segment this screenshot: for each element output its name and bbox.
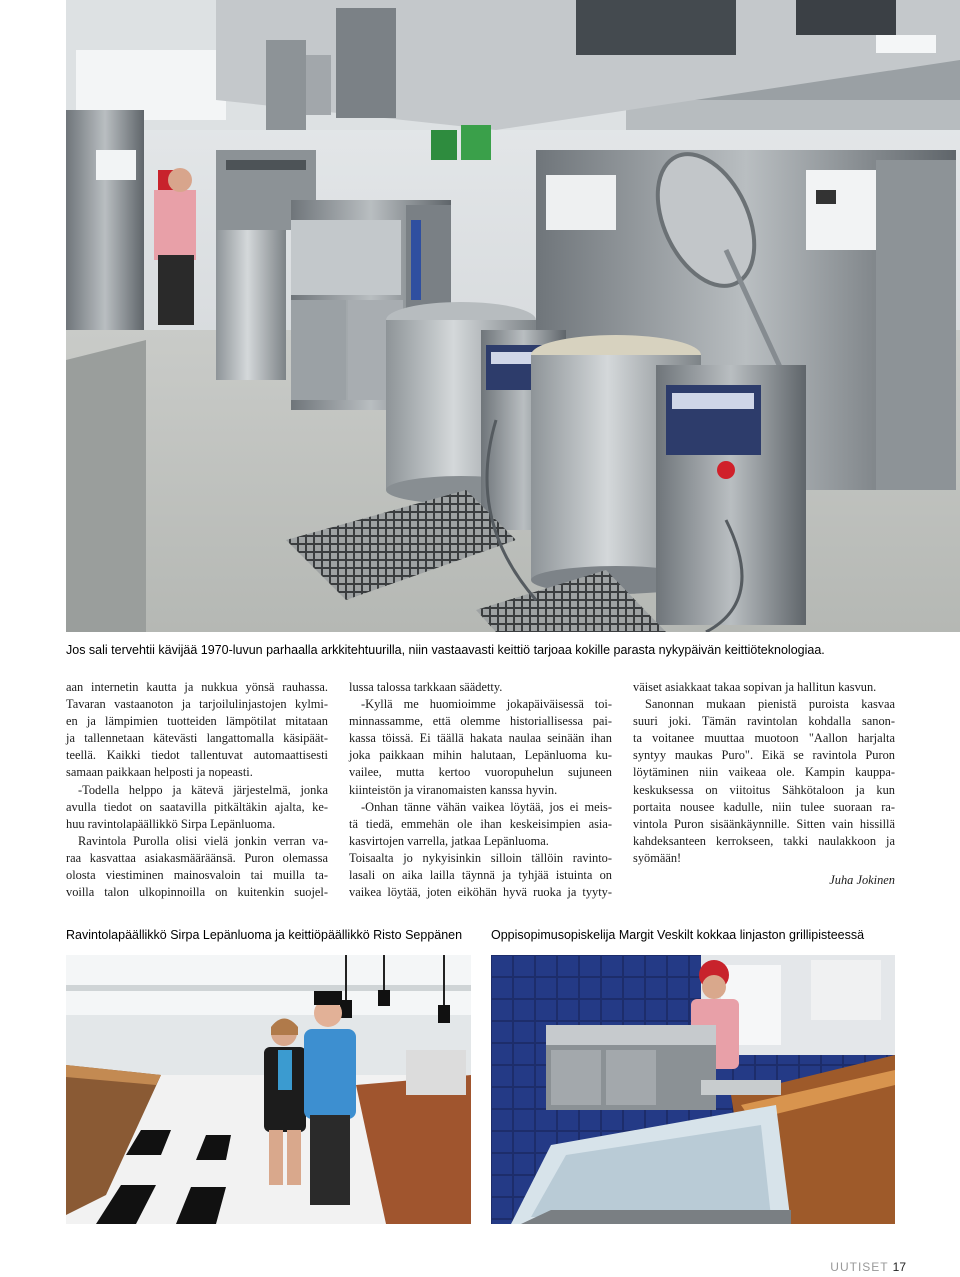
text-line: suuri joki. Tämän ravintolan kohdalla sanon- <box>633 714 895 729</box>
text-line: syömään! <box>633 850 682 865</box>
text-line: kassa töissä. Ei täällä hakata naulaa seinään ihan <box>349 731 612 746</box>
paragraph <box>633 696 895 867</box>
text-line: vaikea löytää, joten eiköhän hyvä ruoka ja tyyty- <box>349 885 612 900</box>
managers-photo <box>66 955 471 1224</box>
text-line: kahdeksanteen kerrokseen, takki naulakkoon ja <box>633 833 895 848</box>
paragraph <box>633 679 895 696</box>
text-line: raa kasvattaa asiakasmääräänsä. Puron olemassa <box>66 850 328 865</box>
text-line: voilla talon ulkopinnoilla on kuitenkin suojel- <box>66 885 328 900</box>
text-line: vailee, mutta kertoo vuoropuhelun sujuneen <box>349 765 612 780</box>
paragraph <box>349 696 612 799</box>
text-line: Ravintola Purolla olisi vielä jonkin verran va- <box>78 833 328 848</box>
text-line: minnassamme, että olemme historiallisessa pai- <box>349 714 612 729</box>
text-line: samaan paikkaan helposti ja nopeasti. <box>66 765 253 780</box>
text-line: kiinteistön ja viranomaisten kanssa hyvin. <box>349 782 558 797</box>
text-line: lasali on aika lailla täynnä ja tyhjää istuinta on <box>349 868 612 883</box>
article-column-3 <box>633 679 895 889</box>
bottom-left-caption: Ravintolapäällikkö Sirpa Lepänluoma ja keittiöpäällikkö Risto Seppänen <box>66 928 463 942</box>
text-line: Toisaalta jo nykyisinkin silloin tällöin ravinto- <box>349 850 612 865</box>
article-column-1 <box>66 679 328 901</box>
paragraph <box>349 799 612 850</box>
paragraph <box>66 782 328 833</box>
section-label: UUTISET <box>830 1260 889 1274</box>
text-line: ta voitanee muuttaa muotoon "Aallon harjalta <box>633 731 895 746</box>
article-column-2 <box>349 679 612 901</box>
text-line: aan internetin kautta ja nukkua yönsä rauhassa. <box>66 680 328 694</box>
grill-station-photo <box>491 955 895 1224</box>
text-line: vintola Puron sisäänkäynnille. Sitten vain hissillä <box>633 816 895 831</box>
text-line: Sanonnan mukaan pienistä puroista kasvaa <box>645 697 895 712</box>
text-line: tä tiedä, emmehän ole ihan keskeisimpien asia- <box>349 816 612 831</box>
text-line: lussa talossa tarkkaan säädetty. <box>349 680 503 694</box>
text-line: huu ravintolapäällikkö Sirpa Lepänluoma. <box>66 816 276 831</box>
paragraph <box>66 833 328 901</box>
text-line: en ja lämpimien tuotteiden lämpötilat mitataan <box>66 714 328 729</box>
page-number: 17 <box>892 1260 906 1274</box>
page-folio <box>830 1260 906 1274</box>
text-line: Tavaran vastaanoton ja tarjoilulinjastojen kylmi- <box>66 697 328 712</box>
text-line: ja tallennetaan kätevästi langattomalla käsipäät- <box>66 731 328 746</box>
text-line: -Onhan tänne vähän vaikea löytää, jos ei meis- <box>361 799 612 814</box>
text-line: joka paikkaan mihin halutaan, Lepänluoma ku- <box>349 748 612 763</box>
text-line: väiset asiakkaat takaa sopivan ja hallitun kasvun. <box>633 680 877 694</box>
text-line: löytäminen niin vaikeaa ole. Kampin kauppa- <box>633 765 895 780</box>
text-line: syntyy maukas Puro". Eikä se ravintola Puron <box>633 748 895 763</box>
paragraph <box>66 679 328 782</box>
text-line: avulla tiedot on saatavilla pitkältäkin ajalta, ke- <box>66 799 328 814</box>
author-signature: Juha Jokinen <box>829 873 895 888</box>
text-line: teellä. Kaikki tiedot tallentuvat automaattisesti <box>66 748 328 763</box>
text-line: -Kyllä me huomioimme jokapäiväisessä toi- <box>361 697 612 712</box>
text-line: kasvirtojen varrella, jatkaa Lepänluoma. <box>349 833 549 848</box>
paragraph <box>349 850 612 901</box>
kitchen-photo <box>66 0 960 632</box>
bottom-right-caption: Oppisopimusopiskelija Margit Veskilt kokkaa linjaston grillipisteessä <box>491 928 865 942</box>
top-photo-caption: Jos sali tervehtii kävijää 1970-luvun parhaalla arkkitehtuurilla, niin vastaavasti keittiö tarjoaa kokille parasta nykypäivän keittiöteknologiaa. <box>66 643 825 657</box>
text-line: keskuksessa on viitoitus Sähkötaloon ja kun <box>633 782 895 797</box>
paragraph <box>349 679 612 696</box>
text-line: portaita nousee kadulle, niin tulee suoraan ra- <box>633 799 895 814</box>
text-line: olosta viestiminen mainosvaloin tai muilla ta- <box>66 868 328 883</box>
text-line: -Todella helppo ja kätevä järjestelmä, jonka <box>78 782 328 797</box>
